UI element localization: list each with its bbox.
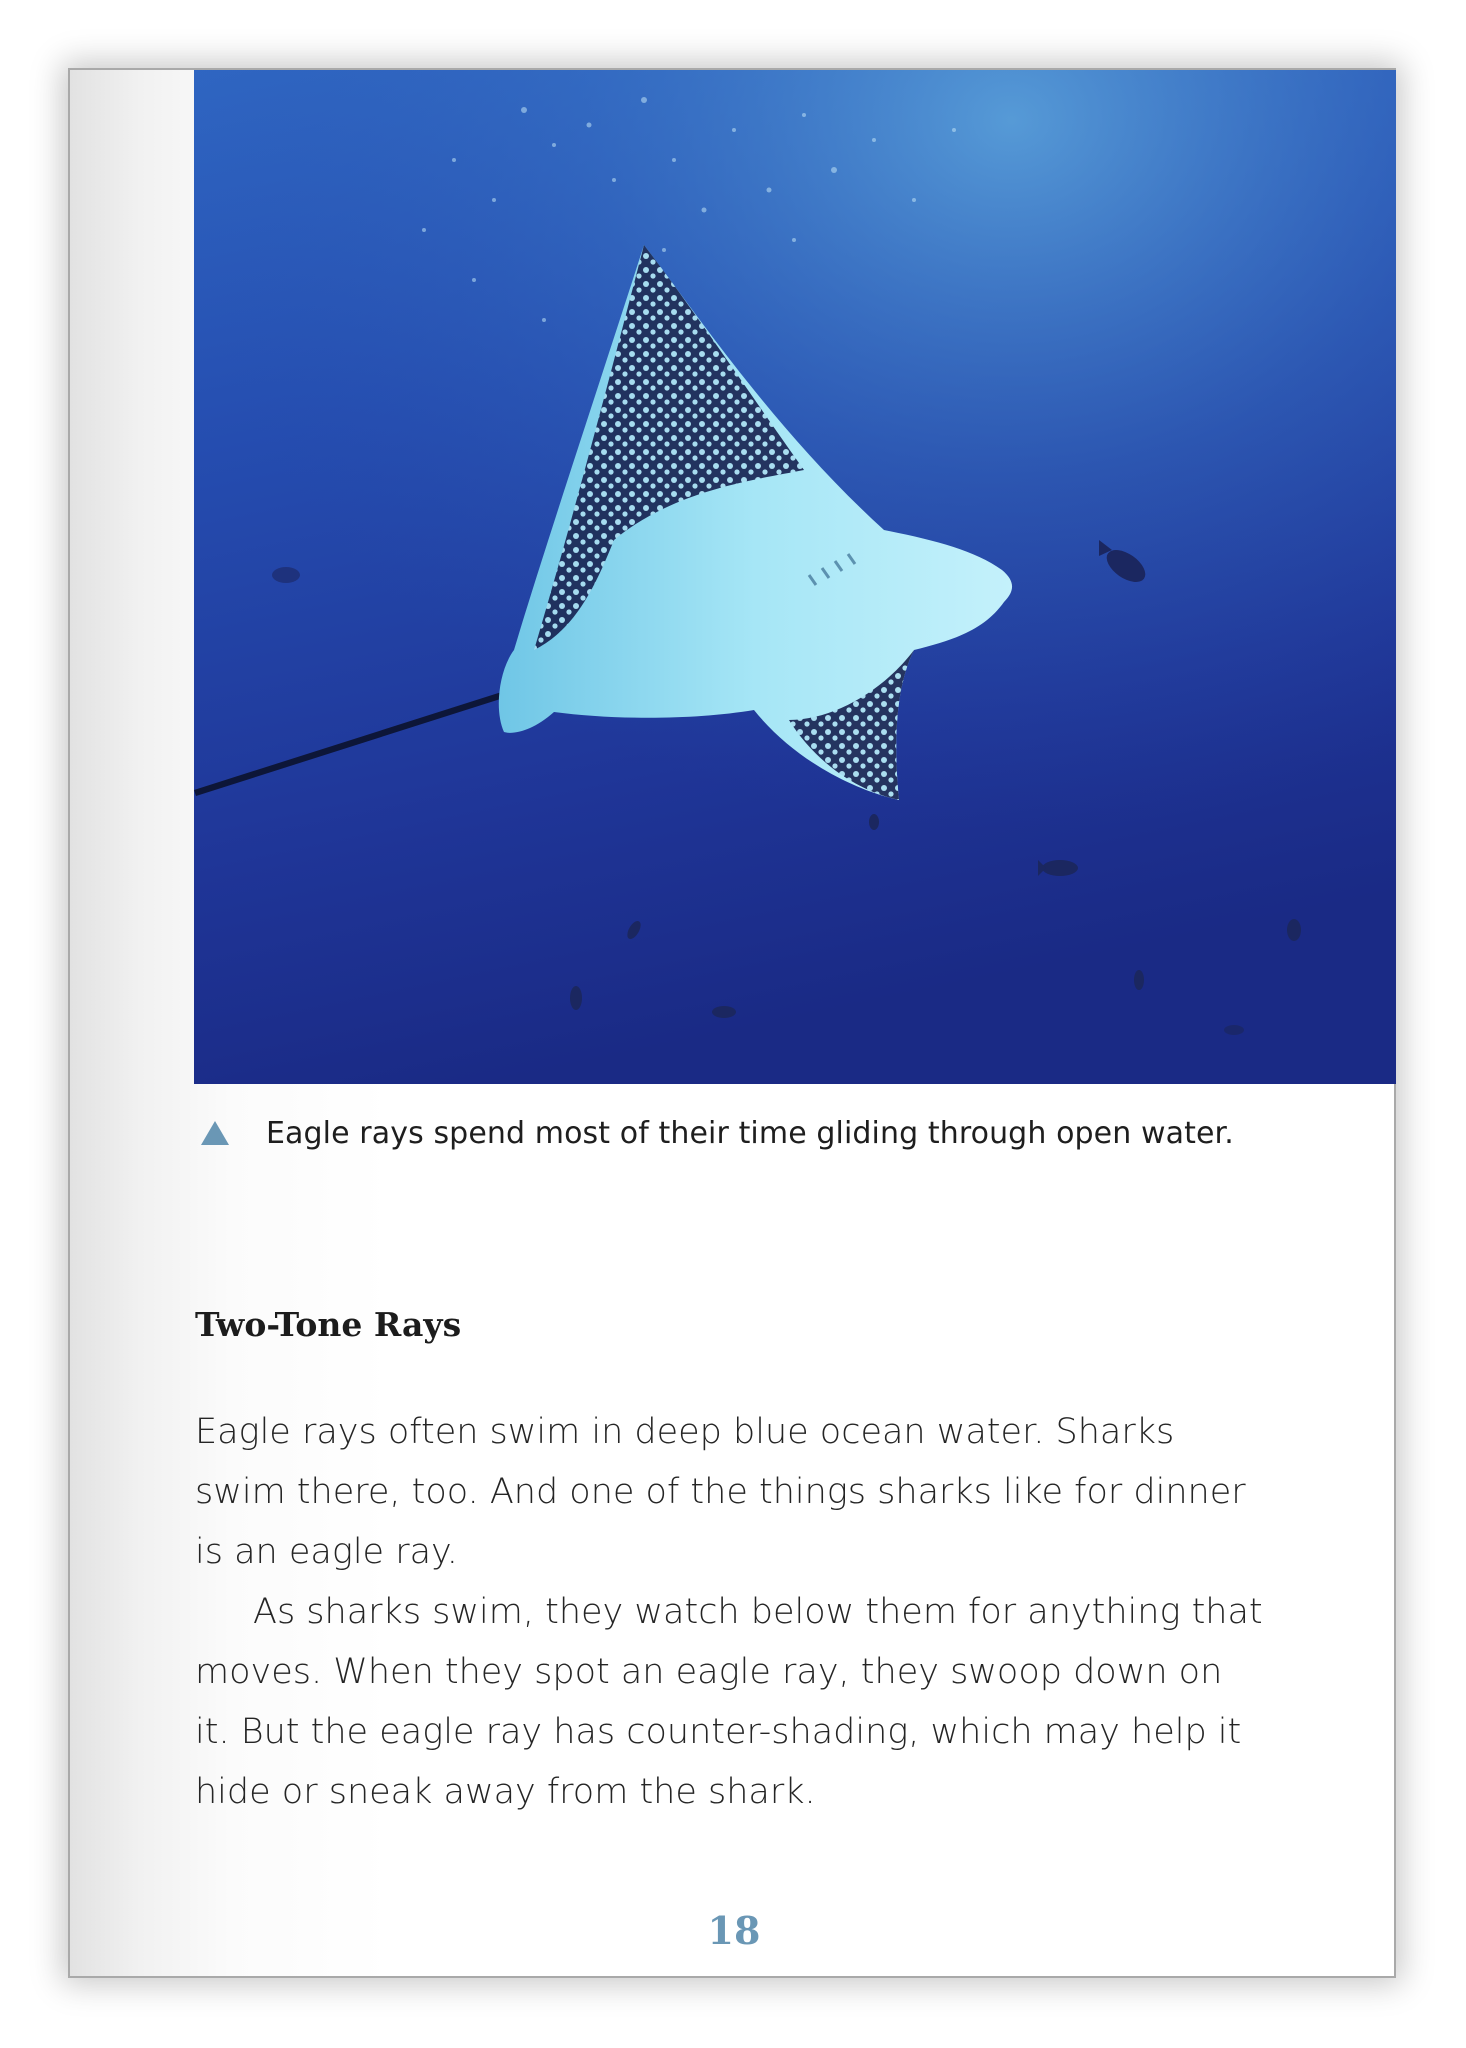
body-text — [195, 1402, 1263, 1822]
paragraph-1 — [195, 1402, 1255, 1582]
paragraph-line: As sharks swim, they watch below them for anything that — [253, 1592, 1263, 1632]
section-heading: Two-Tone Rays — [195, 1305, 462, 1344]
caption-text: Eagle rays spend most of their time gliding through open water. — [266, 1115, 1234, 1151]
eagle-ray-photo — [194, 70, 1396, 1084]
page-number: 18 — [707, 1908, 761, 1953]
paragraph-line: it. But the eagle ray has counter-shading, which may help it — [195, 1712, 1242, 1752]
paragraph-line: Eagle rays often swim in deep blue ocean water. Sharks — [195, 1412, 1175, 1452]
paragraph-line: hide or sneak away from the shark. — [195, 1772, 816, 1812]
paragraph-2 — [195, 1582, 1263, 1822]
paragraph-line: swim there, too. And one of the things sharks like for dinner — [195, 1472, 1246, 1512]
triangle-up-icon — [198, 1116, 232, 1150]
paragraph-line: moves. When they spot an eagle ray, they swoop down on — [195, 1652, 1223, 1692]
book-page — [68, 68, 1396, 1978]
photo-caption — [198, 1107, 1234, 1159]
paragraph-line: is an eagle ray. — [195, 1532, 458, 1572]
